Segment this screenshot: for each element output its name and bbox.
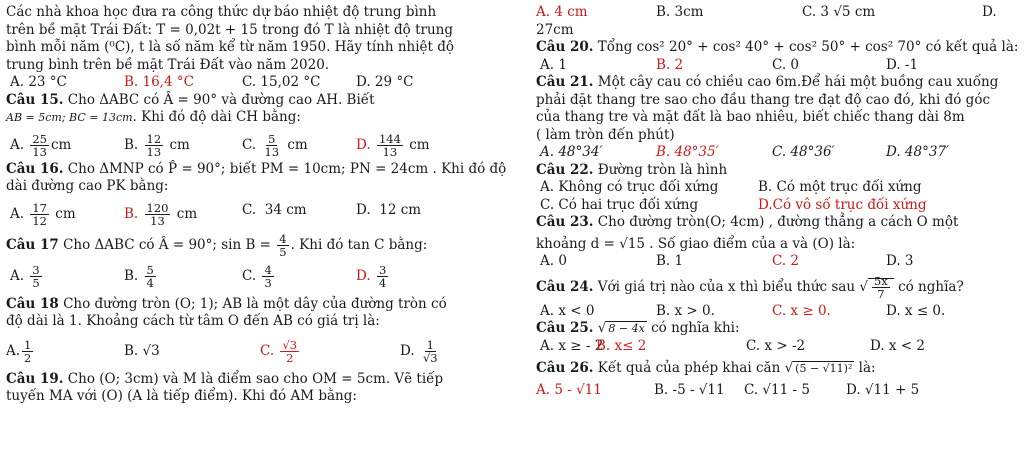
q18-d-fraction <box>421 339 440 364</box>
q17-c-num: 4 <box>264 262 272 277</box>
q17-num: 4 <box>279 231 287 246</box>
q21-option-a: A. 48°34′ <box>540 144 603 160</box>
q26-text: Kết quả của phép khai căn <box>593 360 785 376</box>
q17-text: Cho ΔABC có Â = 90°; sin B = <box>58 236 276 253</box>
q19-options <box>536 4 1020 22</box>
q17-option-b <box>124 264 158 289</box>
q17-c-fraction <box>262 264 273 289</box>
left-column <box>6 4 506 406</box>
q22-option-a: A. Không có trục đối xứng <box>540 179 719 195</box>
q15-line-2 <box>6 109 506 127</box>
q23-option-d: D. 3 <box>886 253 914 269</box>
q19-c-root: √5 <box>833 4 851 20</box>
q18-c-fraction <box>280 339 299 364</box>
q25-options <box>536 338 1020 356</box>
q24-num: 5x <box>873 273 888 288</box>
q26-option-a: A. 5 - √11 <box>536 381 602 398</box>
q18-a-den: 2 <box>24 350 32 365</box>
q17-b-fraction <box>145 264 156 289</box>
q26-label: Câu 26. <box>536 360 594 376</box>
q23-option-b: B. 1 <box>656 253 684 269</box>
q18-b-label: B. <box>124 342 139 359</box>
q17-a-fraction <box>30 264 41 289</box>
q16-text: Cho ΔMNP có P̂ = 90°; biết PM = 10cm; PN = 24cm . Khi đó độ <box>63 160 507 177</box>
q19-option-d-value: 27cm <box>536 21 574 38</box>
q20-option-c: C. 0 <box>772 56 800 73</box>
q21-line-4: ( làm tròn đến phút) <box>536 126 675 143</box>
q17-a-num: 3 <box>32 262 40 277</box>
q21-options <box>536 144 1020 162</box>
q17-option-d <box>356 264 390 289</box>
q15-b-unit: cm <box>169 136 190 153</box>
q15-options <box>6 127 506 161</box>
q17-a-den: 5 <box>32 275 40 290</box>
q19-c-unit: cm <box>854 4 876 20</box>
q18-a-fraction <box>22 339 33 364</box>
q15-a-den: 13 <box>32 144 47 159</box>
q16-d-text: 12 cm <box>379 201 422 218</box>
q15-d-unit: cm <box>409 136 430 153</box>
q16-a-fraction <box>30 202 49 227</box>
q22-option-d: D.Có vô số trục đối xứng <box>758 196 927 213</box>
q17-b-den: 4 <box>146 275 154 290</box>
q15-b-den: 13 <box>146 144 162 159</box>
q20-options <box>536 57 1020 75</box>
q26-options <box>536 382 1020 400</box>
q15-c-num: 5 <box>268 131 276 146</box>
q16-label: Câu 16. <box>6 160 64 177</box>
q16-line-1 <box>6 161 506 179</box>
q23-option-c: C. 2 <box>772 253 800 269</box>
q19-option-b: B. 3cm <box>656 4 704 20</box>
q17-b-num: 5 <box>146 262 154 277</box>
q21-label: Câu 21. <box>536 74 594 90</box>
q15-b-label: B. <box>124 136 139 153</box>
q17-question: . Khi đó tan C bằng: <box>290 236 428 253</box>
q18-c-num: √3 <box>282 337 298 352</box>
q24-options <box>536 303 1020 321</box>
q19-option-c <box>802 4 875 22</box>
q17-label: Câu 17 <box>6 236 59 253</box>
q21-option-d: D. 48°37′ <box>886 144 950 160</box>
q24-option-a: A. x < 0 <box>540 302 595 319</box>
q14-options <box>6 74 506 92</box>
q18-c-label: C. <box>260 342 275 359</box>
q18-option-c <box>260 339 301 364</box>
q20-option-b: B. 2 <box>656 56 684 73</box>
q14-text-line-3: bình mỗi năm (⁰C), t là số năm kể từ năm 1950. Hãy tính nhiệt độ <box>6 39 454 55</box>
q14-option-b: B. 16,4 °C <box>124 74 194 90</box>
q16-line-2: dài đường cao PK bằng: <box>6 178 169 194</box>
q17-c-label: C. <box>242 267 257 284</box>
q19-text: Cho (O; 3cm) và M là điểm sao cho OM = 5cm. Vẽ tiếp <box>63 370 444 387</box>
q21-line-1 <box>536 74 1020 92</box>
q16-option-c <box>242 202 307 220</box>
q15-d-den: 13 <box>382 144 398 159</box>
q23-text: Cho đường tròn(O; 4cm) , đường thẳng a cách O một <box>593 214 959 230</box>
q15-option-c <box>242 133 308 158</box>
q16-a-label: A. <box>10 205 25 222</box>
q16-b-unit: cm <box>176 205 198 222</box>
q18-label: Câu 18 <box>6 295 59 312</box>
q15-d-num: 144 <box>378 131 401 146</box>
q18-a-num: 1 <box>24 337 32 352</box>
q15-option-a <box>10 133 71 158</box>
q24-fraction <box>872 275 890 300</box>
q15-c-fraction <box>262 133 281 158</box>
q20-label: Câu 20. <box>536 39 594 55</box>
q23-option-a: A. 0 <box>540 253 567 269</box>
q18-c-den: 2 <box>286 350 294 365</box>
q16-a-unit: cm <box>55 205 76 222</box>
q22-option-b: B. Có một trục đối xứng <box>758 179 922 195</box>
q24-option-c: C. x ≥ 0. <box>772 302 831 319</box>
q17-option-a <box>10 264 44 289</box>
q15-a-fraction <box>30 133 49 158</box>
q17-fraction <box>277 233 288 258</box>
q26-radicand: (5 − √11)² <box>795 362 853 375</box>
q24-question: có nghĩa? <box>898 278 964 295</box>
q18-option-a <box>6 339 35 364</box>
q26-line <box>536 360 1020 378</box>
q18-a-label: A. <box>6 342 21 359</box>
q22-options-row-1 <box>536 179 1020 197</box>
q15-line-1 <box>6 92 506 110</box>
q15-label: Câu 15. <box>6 91 64 108</box>
q15-c-unit: cm <box>287 136 308 153</box>
q17-den: 5 <box>279 244 287 259</box>
q25-line <box>536 320 1020 338</box>
q19-label: Câu 19. <box>6 370 64 387</box>
q23-line-2: khoảng d = √15 . Số giao điểm của a và (O) là: <box>536 235 856 252</box>
q22-label: Câu 22. <box>536 161 594 178</box>
q18-d-num: 1 <box>426 337 434 352</box>
q20-option-a: A. 1 <box>540 56 567 73</box>
q17-d-fraction <box>377 264 388 289</box>
q19-option-d: D. <box>982 4 997 20</box>
q19-line-1 <box>6 371 506 389</box>
q20-option-d: D. -1 <box>886 56 919 73</box>
q14-text-line-1: Các nhà khoa học đưa ra công thức dự báo nhiệt độ trung bình <box>6 4 437 20</box>
q21-option-c: C. 48°36′ <box>772 144 835 160</box>
q16-b-den: 13 <box>150 213 165 228</box>
q18-line-1 <box>6 296 506 314</box>
q22-line <box>536 162 1020 180</box>
q15-a-num: 25 <box>32 131 47 146</box>
q18-text: Cho đường tròn (O; 1); AB là một dây của đường tròn có <box>58 295 447 312</box>
q15-text: Cho ΔABC có Â = 90° và đường cao AH. Biết <box>63 91 375 108</box>
q15-c-den: 13 <box>264 144 280 159</box>
q24-label: Câu 24. <box>536 278 594 295</box>
q18-d-label: D. <box>400 342 415 359</box>
q22-options-row-2 <box>536 197 1020 215</box>
q23-options <box>536 253 1020 271</box>
q16-a-num: 17 <box>32 200 47 215</box>
q22-text: Đường tròn là hình <box>593 161 728 178</box>
q16-a-den: 12 <box>32 213 47 228</box>
q24-option-b: B. x > 0. <box>656 302 715 319</box>
q15-d-fraction <box>377 133 403 158</box>
q16-b-num: 120 <box>146 200 169 215</box>
q18-line-2: độ dài là 1. Khoảng cách từ tâm O đến AB có giá trị là: <box>6 313 380 329</box>
q14-text-line-2: trên bề mặt Trái Đất: T = 0,02t + 15 trong đó T là nhiệt độ trung <box>6 21 453 38</box>
q15-c-label: C. <box>242 136 257 153</box>
q16-option-d <box>356 202 421 220</box>
q26-option-c: C. √11 - 5 <box>744 381 810 398</box>
q18-options <box>6 331 506 371</box>
q25-radicand: 8 − 4x <box>608 322 645 335</box>
q24-option-d: D. x ≤ 0. <box>886 302 946 319</box>
q17-line <box>6 230 506 260</box>
q21-option-b: B. 48°35′ <box>656 144 719 160</box>
q24-radical: √ $\frac{5x}{7}$ <box>859 271 893 303</box>
q24-line <box>536 271 1020 303</box>
q25-text: có nghĩa khi: <box>646 320 740 336</box>
q15-b-num: 12 <box>146 131 162 146</box>
q15-a-unit: cm <box>50 136 72 153</box>
q17-c-den: 3 <box>264 275 272 290</box>
q26-question: là: <box>854 360 876 376</box>
q14-text-line-4: trung bình trên bề mặt Trái Đất vào năm 2020. <box>6 56 330 73</box>
q20-text: Tổng cos² 20° + cos² 40° + cos² 50° + cos² 70° có kết quả là: <box>593 39 1019 55</box>
q14-option-a: A. 23 °C <box>10 74 67 90</box>
q23-label: Câu 23. <box>536 214 594 230</box>
q17-a-label: A. <box>10 267 25 284</box>
q20-line <box>536 39 1020 57</box>
q16-d-label: D. <box>356 201 371 218</box>
q21-text: Một cây cau có chiều cao 6m.Để hái một buồng cau xuống <box>593 74 999 90</box>
q14-option-c: C. 15,02 °C <box>242 74 321 90</box>
q18-b-text: √3 <box>142 342 160 359</box>
q21-line-2: phải đặt thang tre sao cho đầu thang tre đạt độ cao đó, khi đó góc <box>536 91 991 108</box>
q16-c-text: 34 cm <box>264 201 307 218</box>
q18-option-b <box>124 343 160 361</box>
q16-option-b <box>124 202 197 227</box>
q23-line-1 <box>536 214 1020 232</box>
q22-option-c: C. Có hai trục đối xứng <box>540 196 699 213</box>
q26-option-d: D. √11 + 5 <box>846 381 920 398</box>
q19-line-2: tuyến MA với (O) (A là tiếp điểm). Khi đó AM bằng: <box>6 388 357 404</box>
q19-c-coef: C. 3 <box>802 4 830 20</box>
q26-radical: √ (5 − √11)² <box>784 360 853 376</box>
q25-option-b: B. x≤ 2 <box>596 337 647 354</box>
q16-options <box>6 196 506 230</box>
q15-question: . Khi đó độ dài CH bằng: <box>132 109 301 125</box>
q15-d-label: D. <box>356 136 371 153</box>
q14-option-d: D. 29 °C <box>356 74 414 90</box>
q17-d-den: 4 <box>378 275 387 290</box>
q16-b-fraction <box>145 202 171 227</box>
q19-option-a: A. 4 cm <box>536 4 588 20</box>
q24-text: Với giá trị nào của x thì biểu thức sau <box>593 278 856 295</box>
q25-option-c: C. x > -2 <box>746 337 806 354</box>
q25-radical: √ 8 − 4x <box>597 320 645 336</box>
q15-given: AB = 5cm; BC = 13cm <box>6 111 133 124</box>
q16-option-a <box>10 202 76 227</box>
q15-option-d <box>356 133 430 158</box>
q17-b-label: B. <box>124 267 139 284</box>
q16-c-label: C. <box>242 201 257 218</box>
q25-label: Câu 25. <box>536 320 594 336</box>
q24-den: 7 <box>877 286 885 301</box>
q17-d-label: D. <box>356 267 371 284</box>
q15-option-b <box>124 133 190 158</box>
q17-options <box>6 260 506 296</box>
q16-b-label: B. <box>124 205 139 222</box>
q21-line-3: của thang tre và mặt đất là bao nhiêu, biết chiếc thang dài 8m <box>536 109 965 125</box>
q17-option-c <box>242 264 276 289</box>
q15-b-fraction <box>145 133 164 158</box>
q25-option-a: A. x ≥ - 2 <box>540 337 604 354</box>
q25-option-d: D. x < 2 <box>870 337 926 354</box>
right-column <box>536 4 1020 399</box>
q17-d-num: 3 <box>378 262 387 277</box>
q26-option-b: B. -5 - √11 <box>654 381 725 398</box>
q15-a-label: A. <box>10 136 25 153</box>
q18-d-den: √3 <box>422 350 438 365</box>
q18-option-d <box>400 339 442 364</box>
